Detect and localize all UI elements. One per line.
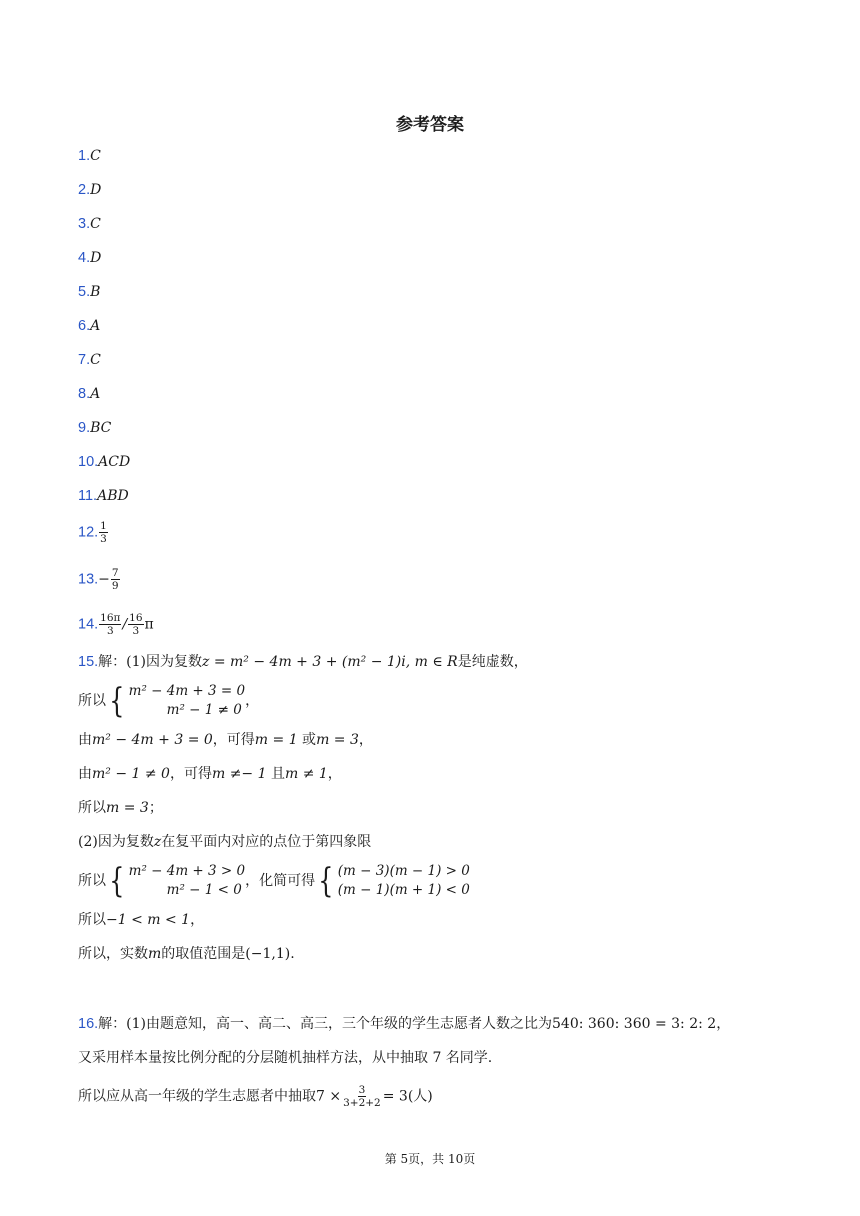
question-number: 9. [78, 420, 91, 436]
page-title: 参考答案 [396, 115, 464, 135]
answer-choice: ABD [97, 488, 129, 504]
q15-line-3: 由m² − 4m + 3 = 0，可得m = 1 或m = 3， [78, 732, 373, 748]
question-number: 3. [78, 216, 91, 232]
answer-1 [78, 146, 101, 166]
answer-choice: D [90, 250, 102, 266]
q15-line-4: 由m² − 1 ≠ 0，可得m ≠− 1 且m ≠ 1， [78, 766, 342, 782]
answer-9 [78, 418, 111, 438]
answer-3 [78, 214, 101, 234]
answer-choice: C [90, 148, 101, 164]
q15-line-6: (2)因为复数z在复平面内对应的点位于第四象限 [78, 834, 372, 850]
answer-choice: C [90, 216, 101, 232]
answer-choice: C [90, 352, 101, 368]
fraction: $\frac{3}{3+2+2}$ [343, 1084, 381, 1109]
q16-line-3: 所以应从高一年级的学生志愿者中抽取7 × $\frac{3}{3+2+2}$ = 3(人) [78, 1084, 433, 1109]
answer-8 [78, 384, 100, 404]
question-number: 12. [78, 524, 99, 541]
question-number: 13. [78, 571, 99, 588]
q15-line-1: 15.解：(1)因为复数z = m² − 4m + 3 + (m² − 1)i, m ∈ R是纯虚数， [78, 654, 528, 670]
answer-choice: A [90, 386, 101, 402]
question-number: 8. [78, 386, 91, 402]
equation-system: { m² − 4m + 3 = 0 m² − 1 ≠ 0 [109, 681, 246, 721]
question-number: 6. [78, 318, 91, 334]
answer-2 [78, 180, 101, 200]
question-number: 5. [78, 284, 91, 300]
q15-line-8: 所以−1 < m < 1， [78, 912, 205, 928]
answer-choice: B [90, 284, 101, 300]
question-number: 7. [78, 352, 91, 368]
q16-line-1: 16.解：(1)由题意知，高一、高二、高三，三个年级的学生志愿者人数之比为540: 360: 360 = 3: 2: 2， [78, 1016, 731, 1032]
fraction: $\frac{16\pi}{3}$ [100, 612, 121, 637]
question-number: 11. [78, 488, 98, 504]
equation-system: { (m − 3)(m − 1) > 0 (m − 1)(m + 1) < 0 [318, 861, 470, 901]
question-number: 10. [78, 454, 99, 470]
answer-12 [78, 520, 109, 545]
question-number: 16. [78, 1016, 99, 1032]
answer-5 [78, 282, 100, 302]
q15-line-2: 所以 { m² − 4m + 3 = 0 m² − 1 ≠ 0 ， [78, 681, 260, 721]
answer-choice: D [90, 182, 102, 198]
brace: { [109, 681, 125, 721]
fraction: $\frac{1}{3}$ [100, 520, 107, 545]
answer-choice: ACD [98, 454, 131, 470]
answer-10 [78, 452, 130, 472]
question-number: 2. [78, 182, 91, 198]
q16-line-2: 又采用样本量按比例分配的分层随机抽样方法，从中抽取 7 名同学. [78, 1050, 493, 1066]
fraction: $\frac{7}{9}$ [111, 567, 119, 592]
answer-6 [78, 316, 100, 336]
question-number: 4. [78, 250, 91, 266]
answer-13: 13.− $\frac{7}{9}$ [78, 567, 119, 592]
answer-14: 14. $\frac{16\pi}{3}$ / $\frac{16}{3}$ π [78, 612, 154, 637]
fraction: $\frac{16}{3}$ [129, 612, 143, 637]
question-number: 14. [78, 616, 99, 633]
q15-line-5: 所以m = 3； [78, 800, 163, 816]
equation-system: { m² − 4m + 3 > 0 m² − 1 < 0 [109, 861, 246, 901]
brace: { [109, 861, 125, 901]
q15-line-7: 所以 { m² − 4m + 3 > 0 m² − 1 < 0 ，化简可得 { (m − 3)(m − 1) > 0 (m − 1)(m + 1) < 0 [78, 861, 470, 901]
answer-choice: A [90, 318, 101, 334]
answer-7 [78, 350, 101, 370]
answer-choice: BC [90, 420, 112, 436]
question-number: 1. [78, 148, 91, 164]
answer-4 [78, 248, 101, 268]
page-footer: 第 5页，共 10页 [384, 1152, 476, 1166]
question-number: 15. [78, 654, 99, 670]
q15-line-9: 所以，实数m的取值范围是(−1,1). [78, 946, 295, 962]
answer-11 [78, 486, 129, 506]
brace: { [318, 861, 334, 901]
